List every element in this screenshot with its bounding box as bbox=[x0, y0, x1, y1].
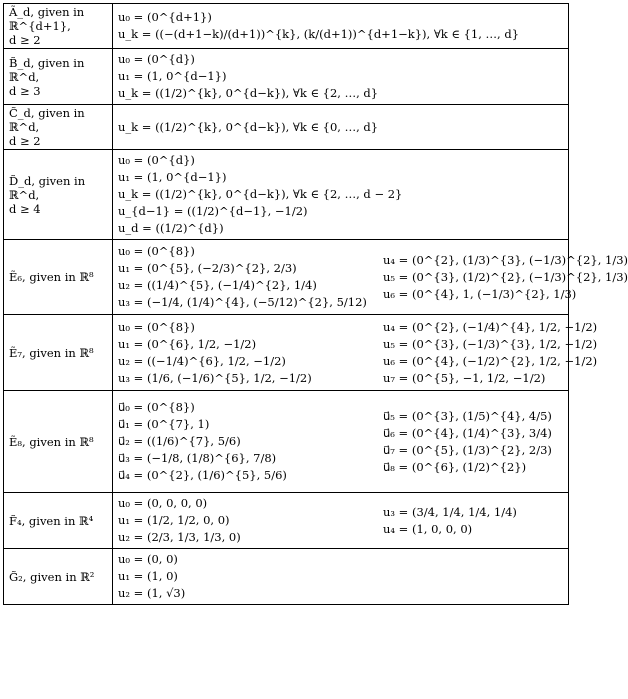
diagram-name-cell bbox=[4, 391, 113, 493]
diagram-name-line: d ≥ 2 bbox=[9, 33, 41, 47]
vertex-formula: u₁ = (1, 0^{d−1}) bbox=[118, 69, 227, 83]
vertex-formulas-cell bbox=[113, 4, 569, 49]
diagram-name-cell bbox=[4, 4, 113, 49]
vertex-formula: u₀ = (0^{d+1}) bbox=[118, 10, 212, 24]
vertex-formula: u⃗₆ = (0^{4}, (1/4)^{3}, 3/4) bbox=[383, 425, 552, 440]
vertex-formula: u₁ = (1/2, 1/2, 0, 0) bbox=[118, 513, 230, 527]
table-row bbox=[4, 391, 569, 493]
vertex-formula: u_k = ((−(d+1−k)/(d+1))^{k}, (k/(d+1))^{d+1−k}), ∀k ∈ {1, …, d} bbox=[118, 27, 520, 41]
formulas-right-column bbox=[383, 319, 597, 387]
vertex-formulas-cell bbox=[113, 315, 598, 391]
diagram-name-line: Ẽ₈, given in ℝ⁸ bbox=[9, 434, 94, 449]
vertex-formula: u₁ = (0^{5}, (−2/3)^{2}, 2/3) bbox=[118, 261, 297, 275]
vertex-formula: u_k = ((1/2)^{k}, 0^{d−k}), ∀k ∈ {0, …, d} bbox=[118, 119, 379, 134]
vertex-formula: u⃗₇ = (0^{5}, (1/3)^{2}, 2/3) bbox=[383, 442, 552, 457]
vertex-formula: u₂ = (2/3, 1/3, 1/3, 0) bbox=[118, 530, 241, 544]
diagram-name-line: Ẽ₆, given in ℝ⁸ bbox=[9, 270, 94, 284]
vertex-formula: u₆ = (0^{4}, (−1/2)^{2}, 1/2, −1/2) bbox=[383, 353, 598, 368]
vertex-formula: u⃗₁ = (0^{7}, 1) bbox=[118, 417, 210, 431]
diagram-name-cell bbox=[4, 150, 113, 240]
table-body bbox=[4, 4, 628, 605]
vertex-formula: u⃗₀ = (0^{8}) bbox=[118, 400, 195, 414]
vertex-formulas-cell bbox=[113, 240, 628, 315]
diagram-name-line: Ẽ₇, given in ℝ⁸ bbox=[9, 345, 94, 360]
table-row bbox=[4, 315, 569, 391]
formulas-left-column bbox=[118, 551, 563, 602]
vertex-formula: u_{d−1} = ((1/2)^{d−1}, −1/2) bbox=[118, 204, 308, 218]
table-row bbox=[4, 49, 569, 105]
vertex-formula: u₂ = ((−1/4)^{6}, 1/2, −1/2) bbox=[118, 353, 286, 368]
table-row bbox=[4, 240, 569, 315]
formulas-left-column bbox=[118, 243, 383, 311]
vertex-formula: u₆ = (0^{4}, 1, (−1/3)^{2}, 1/3) bbox=[383, 286, 577, 301]
vertex-formula: u₀ = (0^{8}) bbox=[118, 244, 195, 258]
vertex-formulas-cell bbox=[113, 549, 569, 605]
diagram-name-line: G̃₂, given in ℝ² bbox=[9, 569, 95, 584]
vertex-formula: u₃ = (3/4, 1/4, 1/4, 1/4) bbox=[383, 504, 517, 519]
diagram-name-line: d ≥ 4 bbox=[9, 201, 41, 216]
diagram-name-line: D̃_d, given in ℝ^d, bbox=[9, 173, 86, 202]
vertex-formula: u₀ = (0^{8}) bbox=[118, 319, 195, 334]
formulas-right-column bbox=[383, 408, 563, 476]
formulas-right-column bbox=[383, 504, 563, 538]
vertex-formula: u₁ = (1, 0^{d−1}) bbox=[118, 170, 227, 184]
vertex-formula: u₂ = (1, √3) bbox=[118, 586, 186, 600]
diagram-name-line: C̃_d, given in ℝ^d, bbox=[9, 106, 85, 134]
vertex-formula: u_k = ((1/2)^{k}, 0^{d−k}), ∀k ∈ {2, …, d} bbox=[118, 86, 379, 100]
vertex-formula: u₅ = (0^{3}, (−1/3)^{3}, 1/2, −1/2) bbox=[383, 336, 598, 351]
diagram-name-cell bbox=[4, 105, 113, 150]
vertex-formulas-cell bbox=[113, 49, 569, 105]
formulas-left-column bbox=[118, 152, 563, 237]
vertex-formula: u₀ = (0, 0, 0, 0) bbox=[118, 496, 208, 510]
diagram-name-cell bbox=[4, 549, 113, 605]
vertex-formula: u⃗₅ = (0^{3}, (1/5)^{4}, 4/5) bbox=[383, 408, 552, 423]
root-system-table bbox=[3, 3, 628, 605]
vertex-formulas-cell bbox=[113, 493, 569, 549]
vertex-formula: u₀ = (0, 0) bbox=[118, 552, 178, 566]
vertex-formula: u⃗₄ = (0^{2}, (1/6)^{5}, 5/6) bbox=[118, 468, 287, 482]
vertex-formula: u_d = ((1/2)^{d}) bbox=[118, 221, 224, 235]
vertex-formula: u₇ = (0^{5}, −1, 1/2, −1/2) bbox=[383, 370, 546, 385]
vertex-formula: u₄ = (0^{2}, (1/3)^{3}, (−1/3)^{2}, 1/3) bbox=[383, 252, 628, 267]
vertex-formulas-cell bbox=[113, 105, 569, 150]
vertex-formulas-cell bbox=[113, 150, 569, 240]
vertex-formula: u⃗₂ = ((1/6)^{7}, 5/6) bbox=[118, 434, 241, 448]
vertex-formula: u₄ = (0^{2}, (−1/4)^{4}, 1/2, −1/2) bbox=[383, 319, 598, 334]
diagram-name-cell bbox=[4, 240, 113, 315]
diagram-name-line: F̃₄, given in ℝ⁴ bbox=[9, 513, 94, 528]
table-row bbox=[4, 150, 569, 240]
vertex-formula: u⃗₈ = (0^{6}, (1/2)^{2}) bbox=[383, 459, 527, 474]
vertex-formula: u_k = ((1/2)^{k}, 0^{d−k}), ∀k ∈ {2, …, d − 2} bbox=[118, 187, 403, 201]
formulas-left-column bbox=[118, 319, 383, 387]
diagram-name-line: d ≥ 2 bbox=[9, 134, 41, 148]
diagram-name-line: d ≥ 3 bbox=[9, 83, 41, 98]
table-row bbox=[4, 4, 569, 49]
vertex-formula: u₄ = (1, 0, 0, 0) bbox=[383, 521, 473, 536]
diagram-name-cell bbox=[4, 315, 113, 391]
formulas-right-column bbox=[383, 252, 628, 303]
formulas-left-column bbox=[118, 51, 563, 102]
formulas-left-column bbox=[118, 495, 383, 546]
formulas-left-column bbox=[118, 399, 383, 484]
vertex-formula: u₃ = (1/6, (−1/6)^{5}, 1/2, −1/2) bbox=[118, 370, 312, 385]
diagram-name-cell bbox=[4, 493, 113, 549]
vertex-formula: u₁ = (1, 0) bbox=[118, 569, 178, 583]
table-row bbox=[4, 549, 569, 605]
diagram-name-cell bbox=[4, 49, 113, 105]
formulas-left-column bbox=[118, 119, 563, 136]
diagram-name-line: Ã_d, given in ℝ^{d+1}, bbox=[9, 5, 85, 33]
vertex-formula: u₃ = (−1/4, (1/4)^{4}, (−5/12)^{2}, 5/12) bbox=[118, 295, 367, 309]
diagram-name-line: B̃_d, given in ℝ^d, bbox=[9, 55, 85, 84]
vertex-formula: u₅ = (0^{3}, (1/2)^{2}, (−1/3)^{2}, 1/3) bbox=[383, 269, 628, 284]
vertex-formulas-cell bbox=[113, 391, 569, 493]
vertex-formula: u₀ = (0^{d}) bbox=[118, 153, 195, 167]
vertex-formula: u₂ = ((1/4)^{5}, (−1/4)^{2}, 1/4) bbox=[118, 278, 317, 292]
table-row bbox=[4, 105, 569, 150]
vertex-formula: u₀ = (0^{d}) bbox=[118, 52, 195, 66]
vertex-formula: u₁ = (0^{6}, 1/2, −1/2) bbox=[118, 336, 257, 351]
formulas-left-column bbox=[118, 9, 563, 43]
table-row bbox=[4, 493, 569, 549]
vertex-formula: u⃗₃ = (−1/8, (1/8)^{6}, 7/8) bbox=[118, 451, 277, 465]
